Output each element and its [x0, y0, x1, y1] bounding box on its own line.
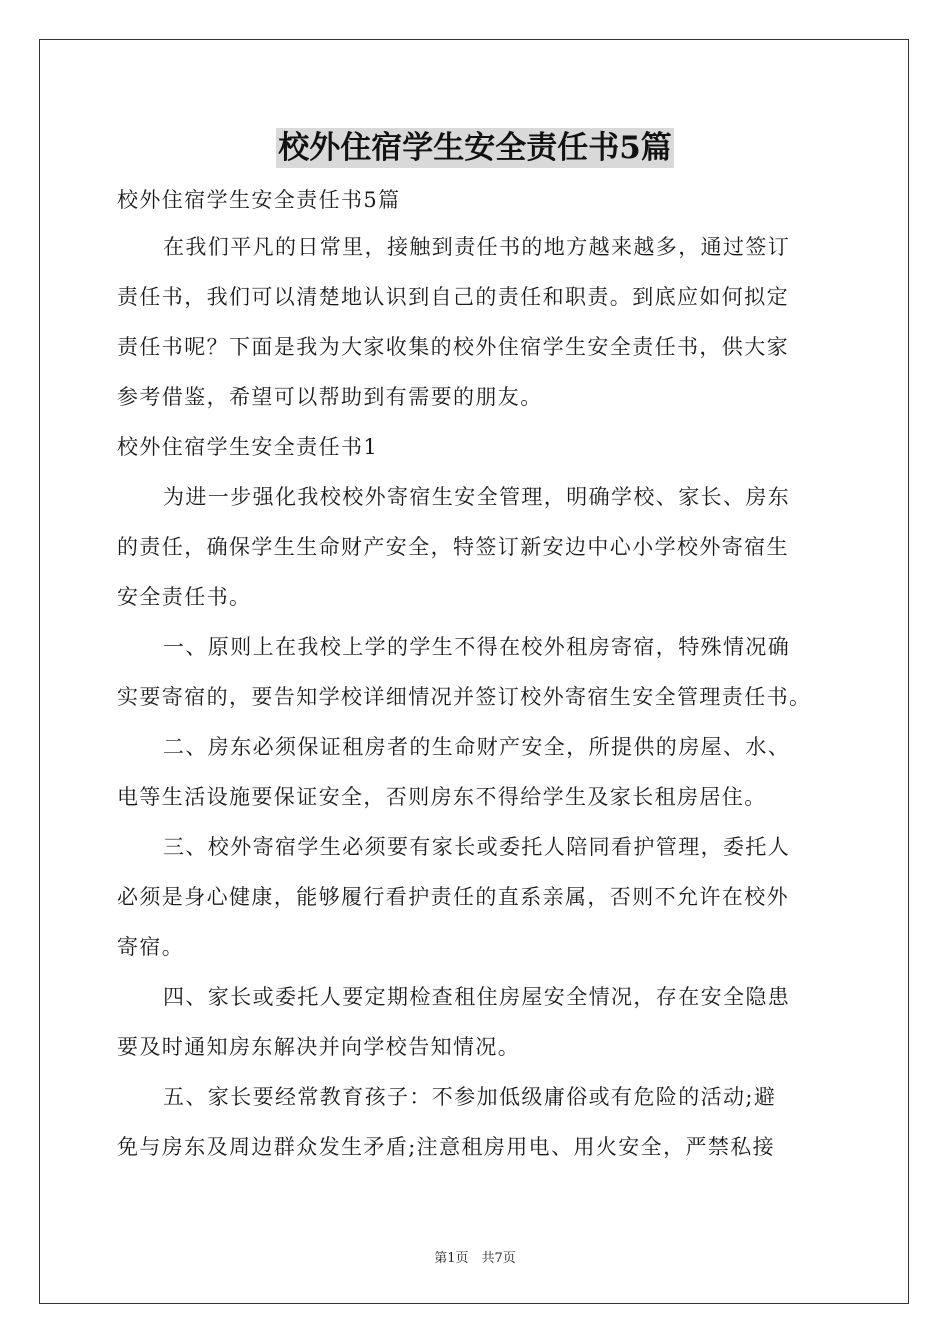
page-footer: 第1页 共7页 [434, 1251, 516, 1266]
body-text-line: 电等生活设施要保证安全，否则房东不得给学生及家长租房居住。 [117, 785, 767, 809]
body-text-line: 责任书呢？下面是我为大家收集的校外住宿学生安全责任书，供大家 [117, 335, 789, 359]
body-text-line: 一、原则上在我校上学的学生不得在校外租房寄宿，特殊情况确 [163, 635, 791, 659]
body-text-line: 寄宿。 [117, 935, 185, 959]
body-text-line: 责任书，我们可以清楚地认识到自己的责任和职责。到底应如何拟定 [117, 285, 789, 309]
body-text-line: 安全责任书。 [117, 585, 252, 609]
body-text-line: 参考借鉴，希望可以帮助到有需要的朋友。 [117, 385, 543, 409]
body-text-line: 为进一步强化我校校外寄宿生安全管理，明确学校、家长、房东 [163, 485, 791, 509]
body-text-line: 二、房东必须保证租房者的生命财产安全，所提供的房屋、水、 [163, 735, 791, 759]
document-body [117, 180, 837, 1177]
body-text-line: 在我们平凡的日常里，接触到责任书的地方越来越多，通过签订 [163, 235, 791, 259]
body-text-line: 实要寄宿的，要告知学校详细情况并签订校外寄宿生安全管理责任书。 [117, 685, 812, 709]
body-text-line: 三、校外寄宿学生必须要有家长或委托人陪同看护管理，委托人 [163, 835, 791, 859]
body-text-line: 五、家长要经常教育孩子：不参加低级庸俗或有危险的活动;避 [163, 1085, 777, 1109]
body-text-line: 的责任，确保学生生命财产安全，特签订新安边中心小学校外寄宿生 [117, 535, 789, 559]
body-text-line: 必须是身心健康，能够履行看护责任的直系亲属，否则不允许在校外 [117, 885, 789, 909]
subtitle-line: 校外住宿学生安全责任书5篇 [117, 188, 401, 212]
body-text-line: 免与房东及周边群众发生矛盾;注意租房用电、用火安全，严禁私接 [117, 1135, 776, 1159]
body-text-line: 四、家长或委托人要定期检查租住房屋安全情况，存在安全隐患 [163, 985, 791, 1009]
body-text-line: 要及时通知房东解决并向学校告知情况。 [117, 1035, 521, 1059]
document-title: 校外住宿学生安全责任书5篇 [278, 130, 672, 166]
title-container [0, 128, 950, 168]
body-text-line: 校外住宿学生安全责任书1 [117, 435, 379, 459]
